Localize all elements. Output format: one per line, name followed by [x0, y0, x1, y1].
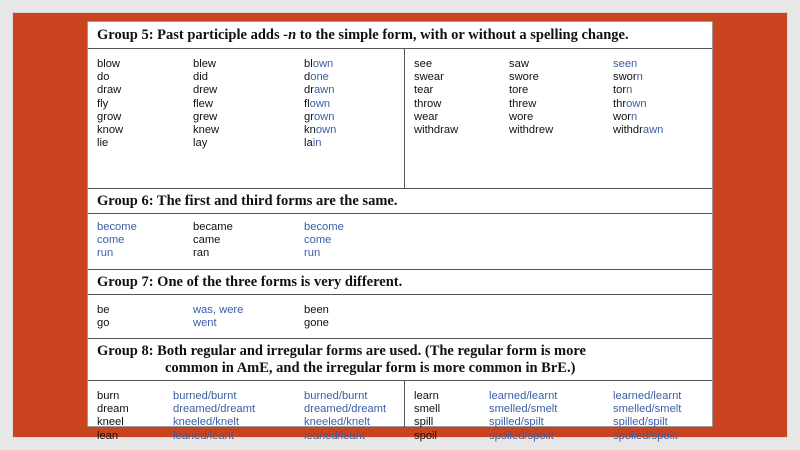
pp-stem: tor — [613, 84, 627, 97]
g5-right-base: wear — [414, 110, 439, 123]
g5-left-base: know — [97, 124, 124, 136]
g6-past-participle: run — [304, 247, 321, 260]
pp-stem: la — [304, 137, 313, 150]
pp-ending: awn — [313, 84, 335, 97]
g5-left-base: blow — [97, 58, 121, 70]
pp-ending: seen — [613, 58, 638, 70]
g8-right-base: spill — [414, 416, 434, 429]
g5-left-past: knew — [193, 124, 220, 136]
group-8-heading: Group 8: Both regular and irregular forms are used. (The regular form is more common in AmE, and the irregular form is more common in BrE.) — [88, 338, 712, 381]
g7-past-participle: been — [304, 304, 329, 316]
g6-past: became — [193, 221, 233, 233]
g7-base: go — [97, 317, 110, 330]
g5-left-base: do — [97, 71, 110, 84]
g5-right-base: see — [414, 58, 433, 70]
g8-right-past-participle: spoiled/spoilt — [613, 429, 678, 442]
pp-ending: own — [626, 97, 647, 110]
g6-base: become — [97, 221, 137, 233]
g8-left-past-participle: dreamed/dreamt — [304, 403, 387, 416]
pp-stem: bl — [304, 58, 313, 70]
pp-stem: wor — [613, 110, 632, 123]
g6-base: come — [97, 234, 125, 247]
g8-right-base: learn — [414, 390, 439, 402]
pp-stem: thr — [613, 97, 627, 110]
g5-left-past: flew — [193, 97, 213, 110]
g8-right-past: smelled/smelt — [489, 403, 558, 416]
pp-ending: n — [626, 84, 633, 97]
g5-right-past-participle — [613, 124, 663, 137]
pp-stem: withdr — [613, 124, 643, 136]
group-7-heading: Group 7: One of the three forms is very different. — [88, 269, 712, 295]
g6-past-participle: become — [304, 221, 344, 233]
g8-right-past: spoiled/spoilt — [489, 429, 554, 442]
pp-ending: own — [313, 110, 335, 123]
g5-right-base: tear — [414, 84, 434, 97]
g5-right-base: throw — [414, 97, 442, 110]
pp-ending: own — [309, 97, 331, 110]
pp-ending: one — [310, 71, 329, 84]
pp-ending: awn — [642, 124, 664, 136]
g5-right-past: saw — [509, 58, 529, 70]
g5-left-past: blew — [193, 58, 217, 70]
g8-left-past: dreamed/dreamt — [173, 403, 256, 416]
g5-right-past: threw — [509, 97, 537, 110]
pp-stem: gr — [304, 110, 314, 123]
g8-left-past: kneeled/knelt — [173, 416, 239, 429]
g5-right-past-participle — [613, 71, 643, 84]
g5-right-past-participle — [613, 58, 637, 71]
g7-base: be — [97, 304, 110, 316]
verb-table-sheet — [87, 21, 713, 442]
g8-right-past-participle: spilled/spilt — [613, 416, 668, 429]
g8-left-base: burn — [97, 390, 120, 402]
g5-left-base: grow — [97, 110, 122, 123]
g5-right-past-participle — [613, 111, 637, 124]
pp-ending: in — [312, 137, 322, 150]
g8-left-past-participle: burned/burnt — [304, 390, 368, 402]
g5-left-base: fly — [97, 97, 109, 110]
pp-stem: swor — [613, 71, 637, 84]
g8-left-past: burned/burnt — [173, 390, 237, 402]
group-8-divider — [404, 381, 405, 428]
g8-right-past: learned/learnt — [489, 390, 558, 402]
g5-right-past: withdrew — [509, 124, 554, 136]
g7-past-participle: gone — [304, 317, 329, 330]
g6-past: ran — [193, 247, 210, 260]
group-6-heading: Group 6: The first and third forms are the same. — [88, 188, 712, 214]
g5-left-base: lie — [97, 137, 109, 150]
g5-right-past-participle — [613, 98, 647, 111]
g6-past: came — [193, 234, 221, 247]
g6-past-participle: come — [304, 234, 332, 247]
g8-left-past-participle: leaned/leant — [304, 429, 365, 442]
group-7-list — [88, 304, 712, 334]
g5-right-past: wore — [509, 110, 534, 123]
g5-left-past: lay — [193, 137, 208, 150]
g5-left-base: draw — [97, 84, 122, 97]
g5-left-past: drew — [193, 84, 218, 97]
g8-left-past-participle: kneeled/knelt — [304, 416, 370, 429]
pp-stem: dr — [304, 84, 314, 97]
pp-stem: kn — [304, 124, 316, 136]
g7-past: was, were — [193, 304, 244, 316]
g8-right-past-participle: smelled/smelt — [613, 403, 682, 416]
g8-right-past: spilled/spilt — [489, 416, 544, 429]
g5-right-base: withdraw — [414, 124, 459, 136]
g8-left-past: leaned/leant — [173, 429, 234, 442]
g8-left-base: lean — [97, 429, 119, 442]
group-5-divider — [404, 49, 405, 188]
g7-past: went — [193, 317, 217, 330]
group-8-right-list — [88, 390, 712, 446]
g5-right-past: tore — [509, 84, 529, 97]
group-6-list — [88, 221, 712, 265]
g8-right-past-participle: learned/learnt — [613, 390, 682, 402]
pp-stem: d — [304, 71, 311, 84]
pp-ending: n — [636, 71, 643, 84]
g6-base: run — [97, 247, 114, 260]
pp-ending: own — [312, 58, 334, 70]
g8-left-base: dream — [97, 403, 129, 416]
g5-right-past-participle — [613, 84, 632, 97]
pp-stem: fl — [304, 97, 310, 110]
group-5-right-list — [88, 58, 712, 162]
g5-left-past: grew — [193, 110, 218, 123]
g8-right-base: spoil — [414, 429, 438, 442]
pp-ending: own — [315, 124, 337, 136]
g5-right-base: swear — [414, 71, 444, 84]
g5-left-past: did — [193, 71, 208, 84]
g8-left-base: kneel — [97, 416, 124, 429]
g5-right-past: swore — [509, 71, 539, 84]
group-5-heading: Group 5: Past participle adds -n to the simple form, with or without a spelling change. — [88, 22, 712, 49]
pp-ending: n — [631, 110, 638, 123]
g8-right-base: smell — [414, 403, 441, 416]
